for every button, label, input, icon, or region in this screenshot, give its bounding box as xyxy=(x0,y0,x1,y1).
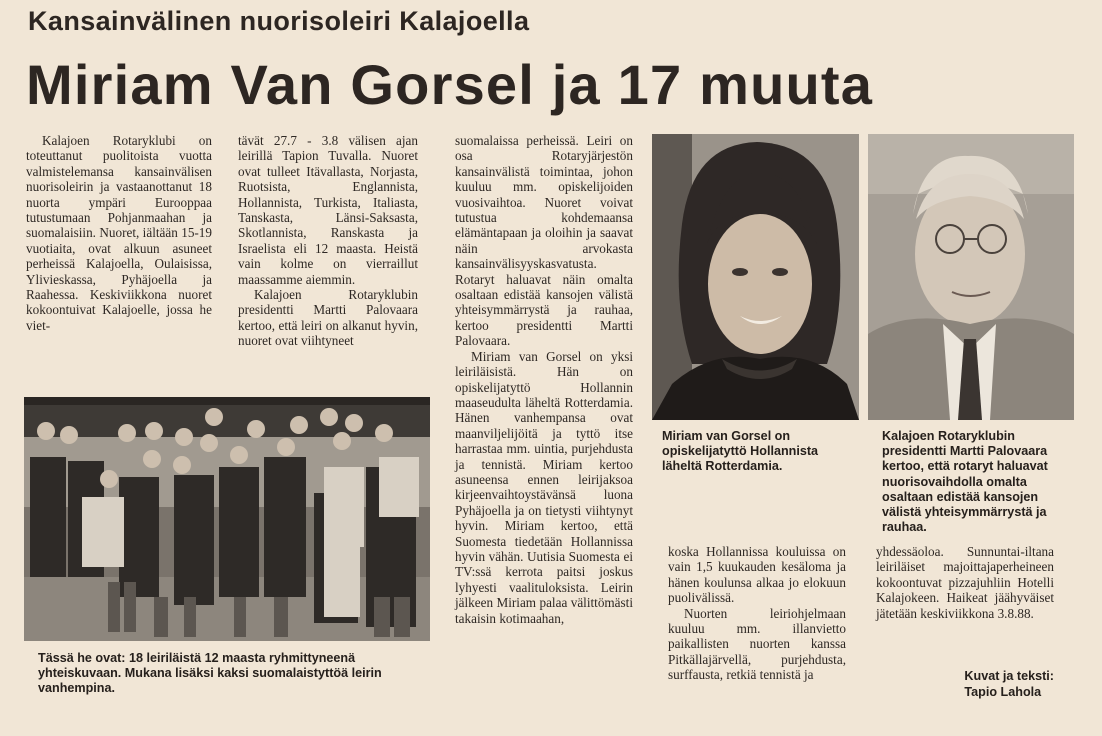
miriam-portrait-illustration xyxy=(652,134,859,420)
photo-credit xyxy=(964,668,1054,700)
article-column-3 xyxy=(455,133,633,626)
president-photo-caption: Kalajoen Rotaryklubin presidentti Martti Palovaara kertoo, että rotaryt haluavat nuorisovaihdolla omalta osaltaan edistää kansojen välistä yhteisymmärrystä ja rauhaa. xyxy=(882,429,1048,535)
president-portrait-illustration xyxy=(868,134,1074,420)
article-paragraph: Miriam van Gorsel on yksi leiriläisistä. Hän on opiskelijatyttö Hollannin maaseudulta läheltä Rotterdamia. Hänen vanhempansa ovat maanviljelijöitä ja tyttö itse harrastaa mm. uintia, purjehdusta ja tennistä. Miriam kertoo asuneensa ennen leirijaksoa kirjeenvaihtoystävänsä luona Pyhäjoella ja on tietysti viihtynyt hyvin. Miriam kertoo, että Suomesta tiedetään Hollannissa hyvin vähän. Uutisia Suomesta ei TV:ssä kerrota paitsi joskus lyhyesti vaalituloksista. Leirin jälkeen Miriam palaa välittömästi takaisin kotimaahan, xyxy=(455,348,633,626)
article-column-2 xyxy=(238,133,418,349)
president-photo xyxy=(868,134,1074,420)
credit-line-2: Tapio Lahola xyxy=(964,685,1042,699)
headline: Miriam Van Gorsel ja 17 muuta xyxy=(26,53,874,116)
group-photo-illustration xyxy=(24,397,430,641)
article-paragraph: suomalaissa perheissä. Leiri on osa Rotaryjärjestön kansainvälistä toimintaa, johon kuuluu mm. opiskelijoiden vuosivaihtoa. Nuoret voivat tutustua kohdemaansa elämäntapaan ja oloihin ja saavat näin arvokasta kansainvälisyyskasvatusta. Rotaryt haluavat näin omalta osaltaan edistää kansojen välistä yhteisymmärrystä ja rauhaa, kertoo presidentti Martti Palovaara. xyxy=(455,133,633,349)
article-paragraph: Nuorten leiriohjelmaan kuuluu mm. illanvietto paikallisten nuorten kanssa Pitkällajärvellä, purjehdusta, surffausta, retkiä tennistä ja xyxy=(668,605,846,683)
group-photo xyxy=(24,397,430,641)
article-paragraph: yhdessäoloa. Sunnuntai-iltana leiriläiset majoittajaperheineen kokoontuvat pizzajuhliin Hotelli Kalajokeen. Haikeat jäähyväiset jätetään keskiviikkona 3.8.88. xyxy=(876,544,1054,621)
credit-line-1: Kuvat ja teksti: xyxy=(964,669,1054,683)
kicker: Kansainvälinen nuorisoleiri Kalajoella xyxy=(28,6,530,36)
article-column-4 xyxy=(668,544,846,683)
article-paragraph: Kalajoen Rotaryklubi on toteuttanut puolitoista vuotta valmistelemansa kansainvälisen nuorisoleirin ja vastaanottanut 18 nuorta ympäri Eurooppaa tutustumaan Pohjanmaahan ja suomalaisiin. Nuoret, iältään 15-19 vuotiaita, ovat alkuun asuneet perheissä Kalajoella, Oulaisissa, Ylivieskassa, Pyhäjoella ja Raahessa. Keskiviikkona nuoret kokoontuivat Kalajoelle, jossa he viet- xyxy=(26,133,212,333)
miriam-photo-caption: Miriam van Gorsel on opiskelijatyttö Hollannista läheltä Rotterdamia. xyxy=(662,429,819,474)
article-column-1 xyxy=(26,133,212,333)
miriam-photo xyxy=(652,134,859,420)
group-photo-caption: Tässä he ovat: 18 leiriläistä 12 maasta ryhmittyneenä yhteiskuvaan. Mukana lisäksi kaksi suomalaistyttöä leirin vanhempina. xyxy=(38,651,382,696)
article-paragraph: tävät 27.7 - 3.8 välisen ajan leirillä Tapion Tuvalla. Nuoret ovat tulleet Itävallasta, Norjasta, Ruotsista, Englannista, Hollannista, Turkista, Italiasta, Tanskasta, Länsi-Saksasta, Skotlannista, Ranskasta ja Israelista eli 12 maasta. Heistä vain kolme on vierraillut maassamme aiemmin. xyxy=(238,133,418,287)
article-paragraph: koska Hollannissa kouluissa on vain 1,5 kuukauden kesäloma ja hänen koulunsa alkaa jo elokuun puolivälissä. xyxy=(668,544,846,606)
article-paragraph: Kalajoen Rotaryklubin presidentti Martti Palovaara kertoo, että leiri on alkanut hyvin, nuoret ovat viihtyneet xyxy=(238,287,418,349)
article-column-5 xyxy=(876,544,1054,621)
